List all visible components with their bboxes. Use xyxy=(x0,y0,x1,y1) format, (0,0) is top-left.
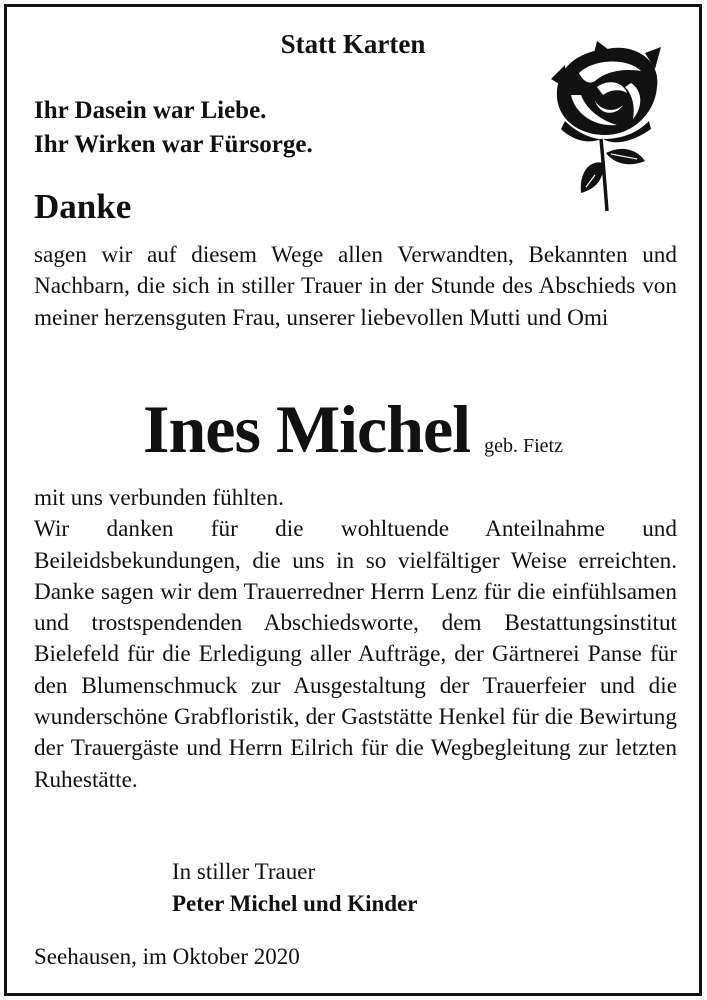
signature-names: Peter Michel und Kinder xyxy=(172,891,418,916)
deceased-name: Ines Michel xyxy=(143,391,471,467)
thanks-heading: Danke xyxy=(34,187,132,226)
motto-line-1: Ihr Dasein war Liebe. xyxy=(34,97,267,124)
thanks-paragraph-1: sagen wir auf diesem Wege allen Verwandten, Bekannten und Nachbarn, die sich in stiller Trauer in der Stunde des Abschieds von meiner herzensguten Frau, unserer liebevollen Mutti und Omi xyxy=(34,242,677,331)
header-title: Statt Karten xyxy=(280,29,426,59)
thanks-paragraph-2 xyxy=(34,483,677,796)
signature-intro: In stiller Trauer xyxy=(172,859,316,884)
obituary-notice xyxy=(4,4,702,996)
thanks-paragraph-2-body: Wir danken für die wohltuende Anteilnahme und Beileidsbekundungen, die uns in so vielfältiger Weise erreichten. Danke sagen wir dem Trauerredner Herrn Lenz für die einfühlsamen und trostspendenden Abschiedsworte, dem Bestattungsinstitut Bielefeld für die Erledigung aller Aufträge, der Gärtnerei Panse für den Blumenschmuck zur Ausgestaltung der Trauerfeier und die wunderschöne Grabfloristik, der Gaststätte Henkel für die Bewirtung der Trauergäste und Herrn Eilrich für die Wegbegleitung zur letzten Ruhestätte. xyxy=(34,516,677,793)
signature-block xyxy=(172,856,418,920)
deceased-name-row xyxy=(7,390,699,469)
rose-icon xyxy=(537,35,679,215)
motto-line-2: Ihr Wirken war Fürsorge. xyxy=(34,131,313,158)
thanks-paragraph-2-first-line: mit uns verbunden fühlten. xyxy=(34,485,284,511)
motto xyxy=(34,94,313,162)
place-date: Seehausen, im Oktober 2020 xyxy=(34,944,300,969)
deceased-maiden-name: geb. Fietz xyxy=(484,435,563,457)
